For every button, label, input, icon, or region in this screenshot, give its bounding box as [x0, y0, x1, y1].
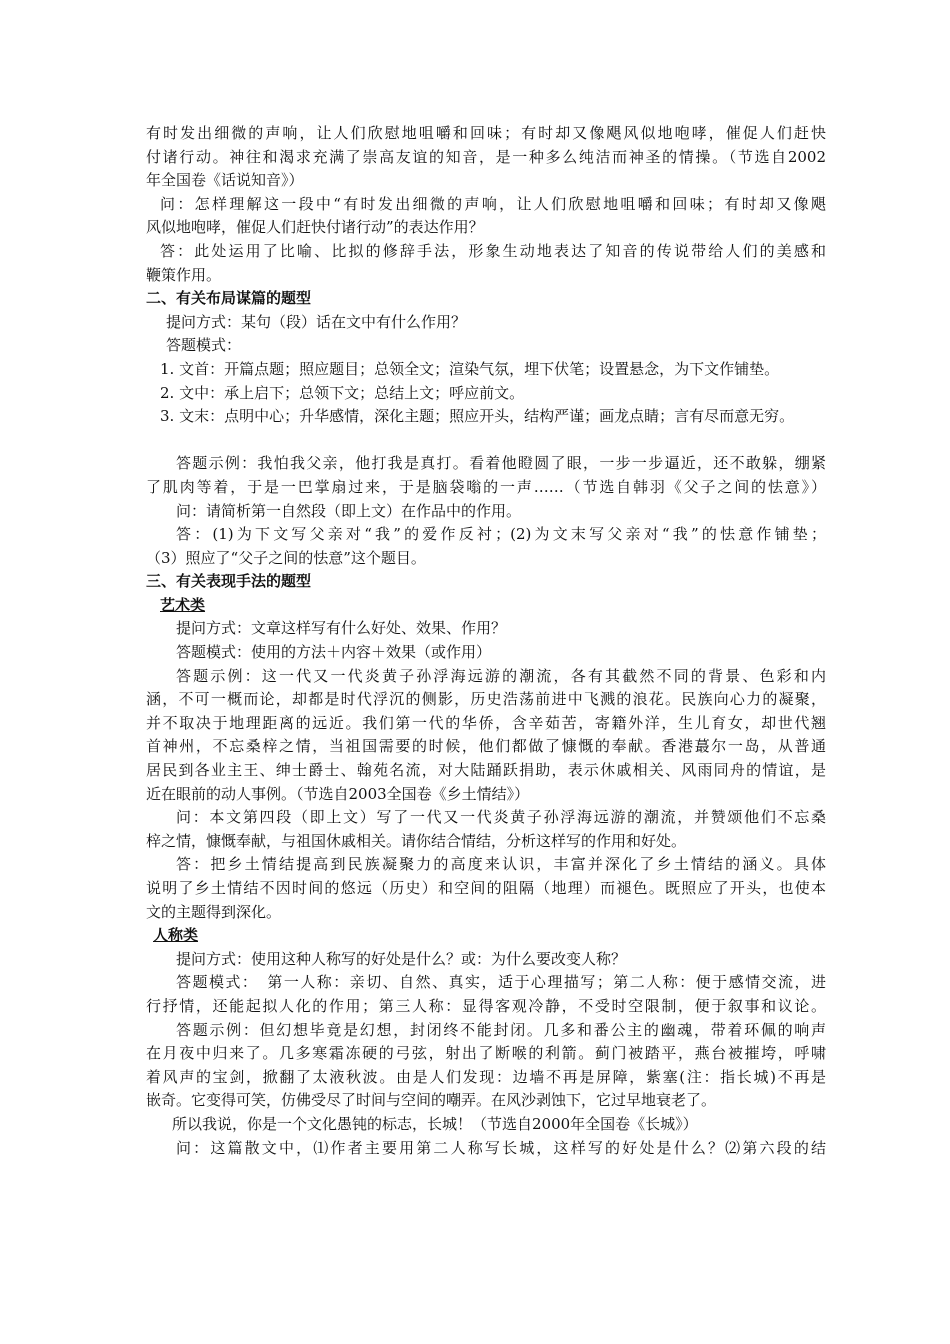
text-line: 鞭策作用。	[146, 265, 222, 284]
text-line: 答：(1)为下文写父亲对“我”的爱作反衬；(2)为文末写父亲对“我”的怯意作铺垫；	[176, 525, 826, 544]
text-line: 了肌肉等着，于是一巴掌扇过来，于是脑袋嗡的一声……（节选自韩羽《父子之间的怯意》）	[146, 477, 826, 496]
text-line: （3）照应了“父子之间的怯意”这个题目。	[146, 548, 426, 567]
text-line: 答：此处运用了比喻、比拟的修辞手法，形象生动地表达了知音的传说带给人们的美感和	[160, 241, 826, 260]
text-line: 梓之情，慷慨奉献，与祖国休戚相关。请你结合情结，分析这样写的作用和好处。	[146, 831, 687, 850]
text-line: 答题模式： 第一人称：亲切、自然、真实，适于心理描写；第二人称：便于感情交流，进	[176, 973, 826, 992]
text-line: 涵，不可一概而论，却都是时代浮沉的侧影，历史浩荡前进中飞溅的浪花。民族向心力的凝聚，	[146, 690, 826, 709]
text-line: 提问方式：使用这种人称写的好处是什么？或：为什么要改变人称？	[176, 949, 627, 968]
text-line: 答：把乡土情结提高到民族凝聚力的高度来认识，丰富并深化了乡土情结的涵义。具体	[176, 855, 826, 874]
text-line: 嵌奇。它变得可笑，仿佛受尽了时间与空间的嘲弄。在风沙剥蚀下，它过早地衰老了。	[146, 1091, 717, 1110]
text-line: 文的主题得到深化。	[146, 902, 282, 921]
text-line: 有时发出细微的声响，让人们欣慰地咀嚼和回味；有时却又像飓风似地咆哮，催促人们赶快	[146, 124, 826, 142]
text-line: 问：本文第四段（即上文）写了一代又一代炎黄子孙浮海远游的潮流，并赞颂他们不忘桑	[176, 808, 826, 827]
text-line: 在月夜中归来了。几多寒霜冻硬的弓弦，射出了断喉的利箭。蓟门被踏平，燕台被摧垮，呼啸	[146, 1044, 826, 1063]
text-line: 答题示例：这一代又一代炎黄子孙浮海远游的潮流，各有其截然不同的背景、色彩和内	[176, 666, 826, 685]
text-line: 着风声的宝剑，掀翻了太液秋波。由是人们发现：边墙不再是屏障，紫塞(注：指长城)不再是	[146, 1067, 826, 1086]
text-line: 问：这篇散文中，⑴作者主要用第二人称写长城，这样写的好处是什么？⑵第六段的结	[176, 1138, 826, 1157]
text-line: 首神州，不忘桑梓之情，当祖国需要的时候，他们都做了慷慨的奉献。香港蕞尔一岛，从普通	[146, 737, 826, 756]
subsection-heading: 人称类	[153, 926, 199, 945]
text-line: 问：请简析第一自然段（即上文）在作品中的作用。	[176, 501, 522, 520]
section-heading: 二、有关布局谋篇的题型	[146, 289, 312, 308]
text-line: 答题示例：但幻想毕竟是幻想，封闭终不能封闭。几多和番公主的幽魂，带着环佩的响声	[176, 1020, 826, 1039]
text-line: 风似地咆哮，催促人们赶快付诸行动”的表达作用？	[146, 218, 484, 237]
text-line: 并不取决于地理距离的远近。我们第一代的华侨，含辛茹苦，寄籍外洋，生儿育女，却世代翘	[146, 713, 826, 732]
text-line: 提问方式：某句（段）话在文中有什么作用？	[166, 312, 467, 331]
blank-line	[146, 429, 826, 453]
text-line: 答题示例：我怕我父亲，他打我是真打。看着他瞪圆了眼，一步一步逼近，还不敢躲，绷紧	[176, 454, 826, 473]
text-line: 1. 文首：开篇点题；照应题目；总领全文；渲染气氛，埋下伏笔；设置悬念，为下文作铺垫。	[160, 359, 780, 378]
text-line: 说明了乡土情结不因时间的悠远（历史）和空间的阻隔（地理）而褪色。既照应了开头，也使本	[146, 879, 826, 897]
text-line: 3. 文末：点明中心；升华感情，深化主题；照应开头，结构严谨；画龙点睛；言有尽而意无穷。	[160, 407, 795, 426]
text-line: 提问方式：文章这样写有什么好处、效果、作用？	[176, 619, 507, 638]
text-line: 付诸行动。神往和渴求充满了崇高友谊的知音，是一种多么纯洁而神圣的情操。（节选自2002	[146, 147, 826, 166]
text-line: 近在眼前的动人事例。（节选自2003全国卷《乡土情结》）	[146, 784, 530, 803]
text-line: 答题模式：使用的方法＋内容＋效果（或作用）	[176, 643, 492, 662]
text-line: 问：怎样理解这一段中“有时发出细微的声响，让人们欣慰地咀嚼和回味；有时却又像飓	[160, 194, 826, 213]
text-line: 答题模式：	[166, 336, 242, 355]
subsection-heading: 艺术类	[160, 595, 206, 614]
text-line: 所以我说，你是一个文化愚钝的标志，长城！（节选自2000年全国卷《长城》）	[172, 1114, 698, 1133]
text-line: 行抒情，还能起拟人化的作用；第三人称：显得客观冷静，不受时空限制，便于叙事和议论。	[146, 996, 826, 1015]
text-line: 2. 文中：承上启下；总领下文；总结上文；呼应前文。	[160, 383, 525, 402]
section-heading: 三、有关表现手法的题型	[146, 572, 312, 591]
text-line: 居民到各业主王、绅士爵士、翰苑名流，对大陆踊跃捐助，表示休戚相关、风雨同舟的情谊，是	[146, 761, 826, 780]
text-line: 年全国卷《话说知音》）	[146, 171, 304, 190]
